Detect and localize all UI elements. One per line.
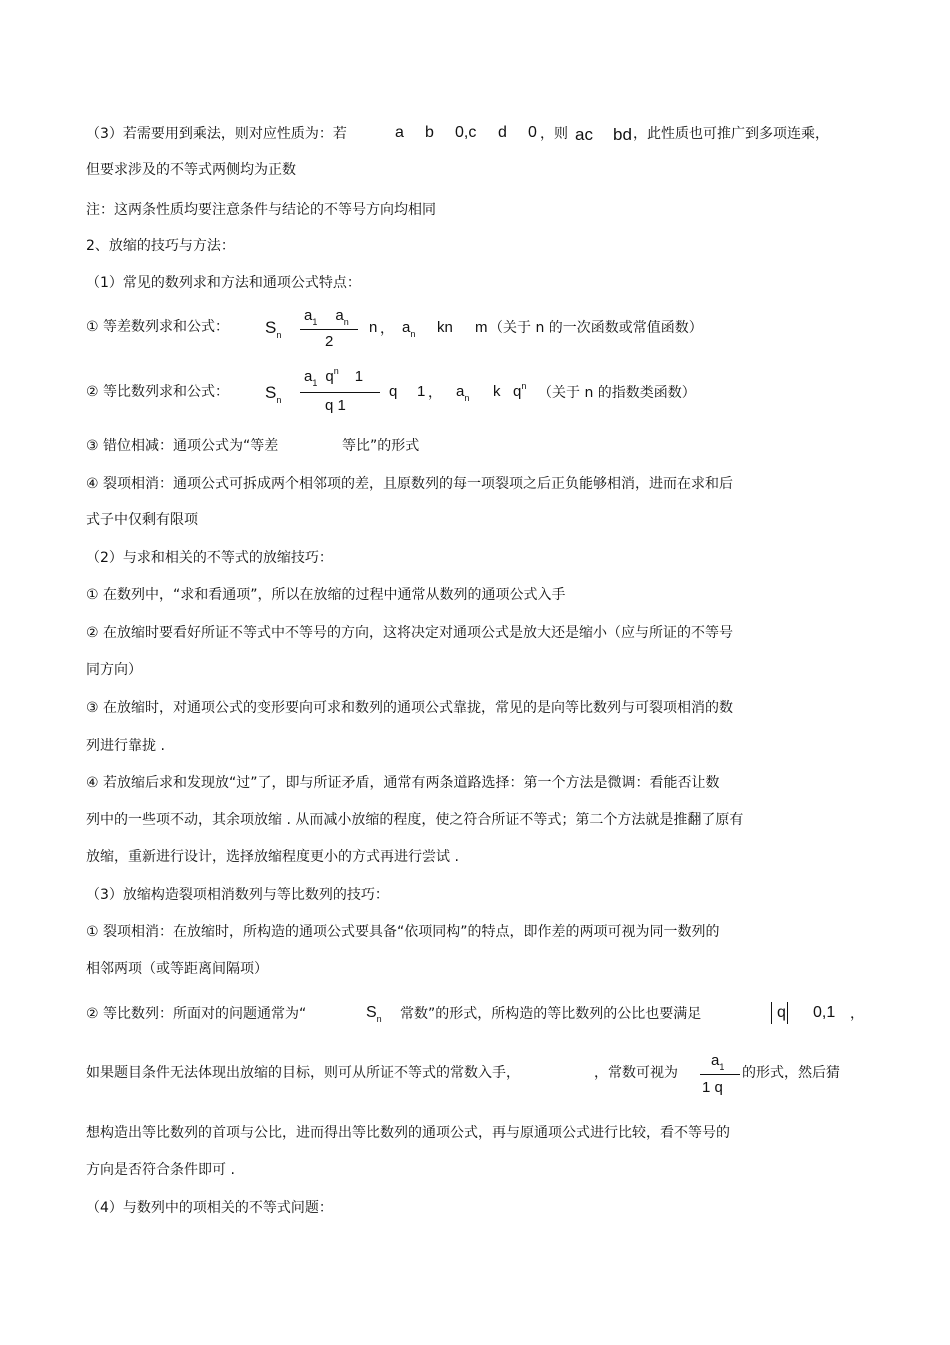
p3-var-d: d	[498, 124, 507, 141]
item-3-a: ③ 错位相减：通项公式为“等差	[86, 438, 279, 454]
s2-item-2: ② 在放缩时要看好所证不等式中不等号的方向，这将决定对通项公式是放大还是缩小（应与所证的不等号	[86, 625, 733, 641]
p3-var-b: b	[425, 124, 434, 141]
p3-prefix: （3）若需要用到乘法，则对应性质为：若	[86, 126, 347, 142]
section-2-heading: 2、放缩的技巧与方法：	[86, 238, 235, 254]
arith-fraction-bar	[300, 329, 358, 330]
geo-an: $a_n$	[456, 383, 470, 403]
s3-item-1: ① 裂项相消：在放缩时，所构造的通项公式要具备“依项同构”的特点，即作差的两项可视为同一数列的	[86, 924, 720, 940]
const-numerator: $a_1$	[711, 1052, 725, 1072]
item-3-b: 等比”的形式	[342, 438, 420, 454]
s2-item-3: ③ 在放缩时，对通项公式的变形要向可求和数列的通项公式靠拢，常见的是向等比数列与可裂项相消的数	[86, 700, 733, 716]
abs-bar-left	[771, 1002, 772, 1024]
const-denominator: 1 q	[702, 1079, 723, 1096]
s3-item-1-cont: 相邻两项（或等距离间隔项）	[86, 961, 268, 977]
arith-m: m	[475, 319, 488, 336]
abs-bar-right	[787, 1002, 788, 1024]
s3-sn-symbol: $S_n$	[366, 1004, 382, 1024]
s2-item-4-cont1: 列中的一些项不动，其余项放缩 . 从而减小放缩的程度，使之符合所证不等式；第二个方法就是推翻了原有	[86, 812, 744, 828]
arith-numerator: $a_1$ $a_n$	[304, 307, 349, 327]
geo-denominator: q 1	[325, 397, 346, 414]
subsection-2-heading: （2）与求和相关的不等式的放缩技巧：	[86, 550, 333, 566]
geo-q: q	[389, 383, 398, 400]
geo-note: （关于 n 的指数类函数）	[538, 385, 696, 401]
geo-comma: ，	[428, 385, 442, 401]
p3-then: ，则	[540, 126, 568, 142]
s3-item-2-cont-a: 如果题目条件无法体现出放缩的目标，则可从所证不等式的常数入手，	[86, 1065, 520, 1081]
interval-0-1: 0,1	[813, 1004, 836, 1021]
arith-kn: kn	[437, 319, 453, 336]
interval-comma: ，	[850, 1006, 864, 1022]
p3-bd: bd	[613, 125, 632, 144]
geo-fraction-bar	[300, 392, 380, 393]
s3-item-2-cont2: 想构造出等比数列的首项与公比，进而得出等比数列的通项公式，再与原通项公式进行比较，看不等号的	[86, 1125, 730, 1141]
s3-item-2-b: 常数”的形式，所构造的等比数列的公比也要满足	[400, 1006, 702, 1022]
arith-an: $a_n$	[402, 319, 416, 339]
p3-zero-c: 0,c	[455, 124, 477, 141]
abs-q: q	[777, 1004, 786, 1021]
geo-numerator: $a_1$ $q^n$ 1	[304, 366, 364, 388]
s2-item-2-cont: 同方向）	[86, 662, 142, 678]
p3-zero: 0	[528, 124, 537, 141]
geo-sum-label: ② 等比数列求和公式：	[86, 384, 230, 400]
p3-var-a: a	[395, 124, 404, 141]
s2-item-1: ① 在数列中，“求和看通项”，所以在放缩的过程中通常从数列的通项公式入手	[86, 587, 566, 603]
arith-n: n	[369, 319, 378, 336]
arith-note: （关于 n 的一次函数或常值函数）	[489, 320, 703, 336]
arith-comma: ，	[380, 321, 394, 337]
s2-item-4: ④ 若放缩后求和发现放“过”了，即与所证矛盾，通常有两条道路选择：第一个方法是微调：看能否让数	[86, 775, 720, 791]
const-fraction-bar	[700, 1074, 740, 1075]
item-4-cont: 式子中仅剩有限项	[86, 512, 198, 528]
subsection-3-heading: （3）放缩构造裂项相消数列与等比数列的技巧：	[86, 887, 389, 903]
geo-one: 1	[417, 383, 426, 400]
geo-k: k	[493, 383, 501, 400]
geo-qn: $q^n$	[513, 381, 527, 400]
geo-sn-symbol: $S_n$	[265, 383, 282, 405]
s2-item-3-cont: 列进行靠拢 .	[86, 738, 165, 754]
s3-item-2-a: ② 等比数列：所面对的问题通常为“	[86, 1006, 307, 1022]
p3-cont: 但要求涉及的不等式两侧均为正数	[86, 162, 296, 178]
p3-suffix: ，此性质也可推广到多项连乘，	[633, 126, 829, 142]
arith-sn-symbol: $S_n$	[265, 318, 282, 340]
subsection-1-heading: （1）常见的数列求和方法和通项公式特点：	[86, 275, 361, 291]
s3-item-2-cont-b: ，常数可视为	[594, 1065, 678, 1081]
s3-item-2-cont-c: 的形式，然后猜	[742, 1065, 840, 1081]
s3-item-2-cont3: 方向是否符合条件即可 .	[86, 1162, 235, 1178]
subsection-4-heading: （4）与数列中的项相关的不等式问题：	[86, 1200, 333, 1216]
note-line: 注：这两条性质均要注意条件与结论的不等号方向均相同	[86, 202, 436, 218]
item-4: ④ 裂项相消：通项公式可拆成两个相邻项的差，且原数列的每一项裂项之后正负能够相消，进而在求和后	[86, 476, 733, 492]
arith-denominator: 2	[325, 333, 334, 350]
p3-ac: ac	[575, 125, 593, 144]
arith-sum-label: ① 等差数列求和公式：	[86, 319, 230, 335]
s2-item-4-cont2: 放缩，重新进行设计，选择放缩程度更小的方式再进行尝试 .	[86, 849, 459, 865]
